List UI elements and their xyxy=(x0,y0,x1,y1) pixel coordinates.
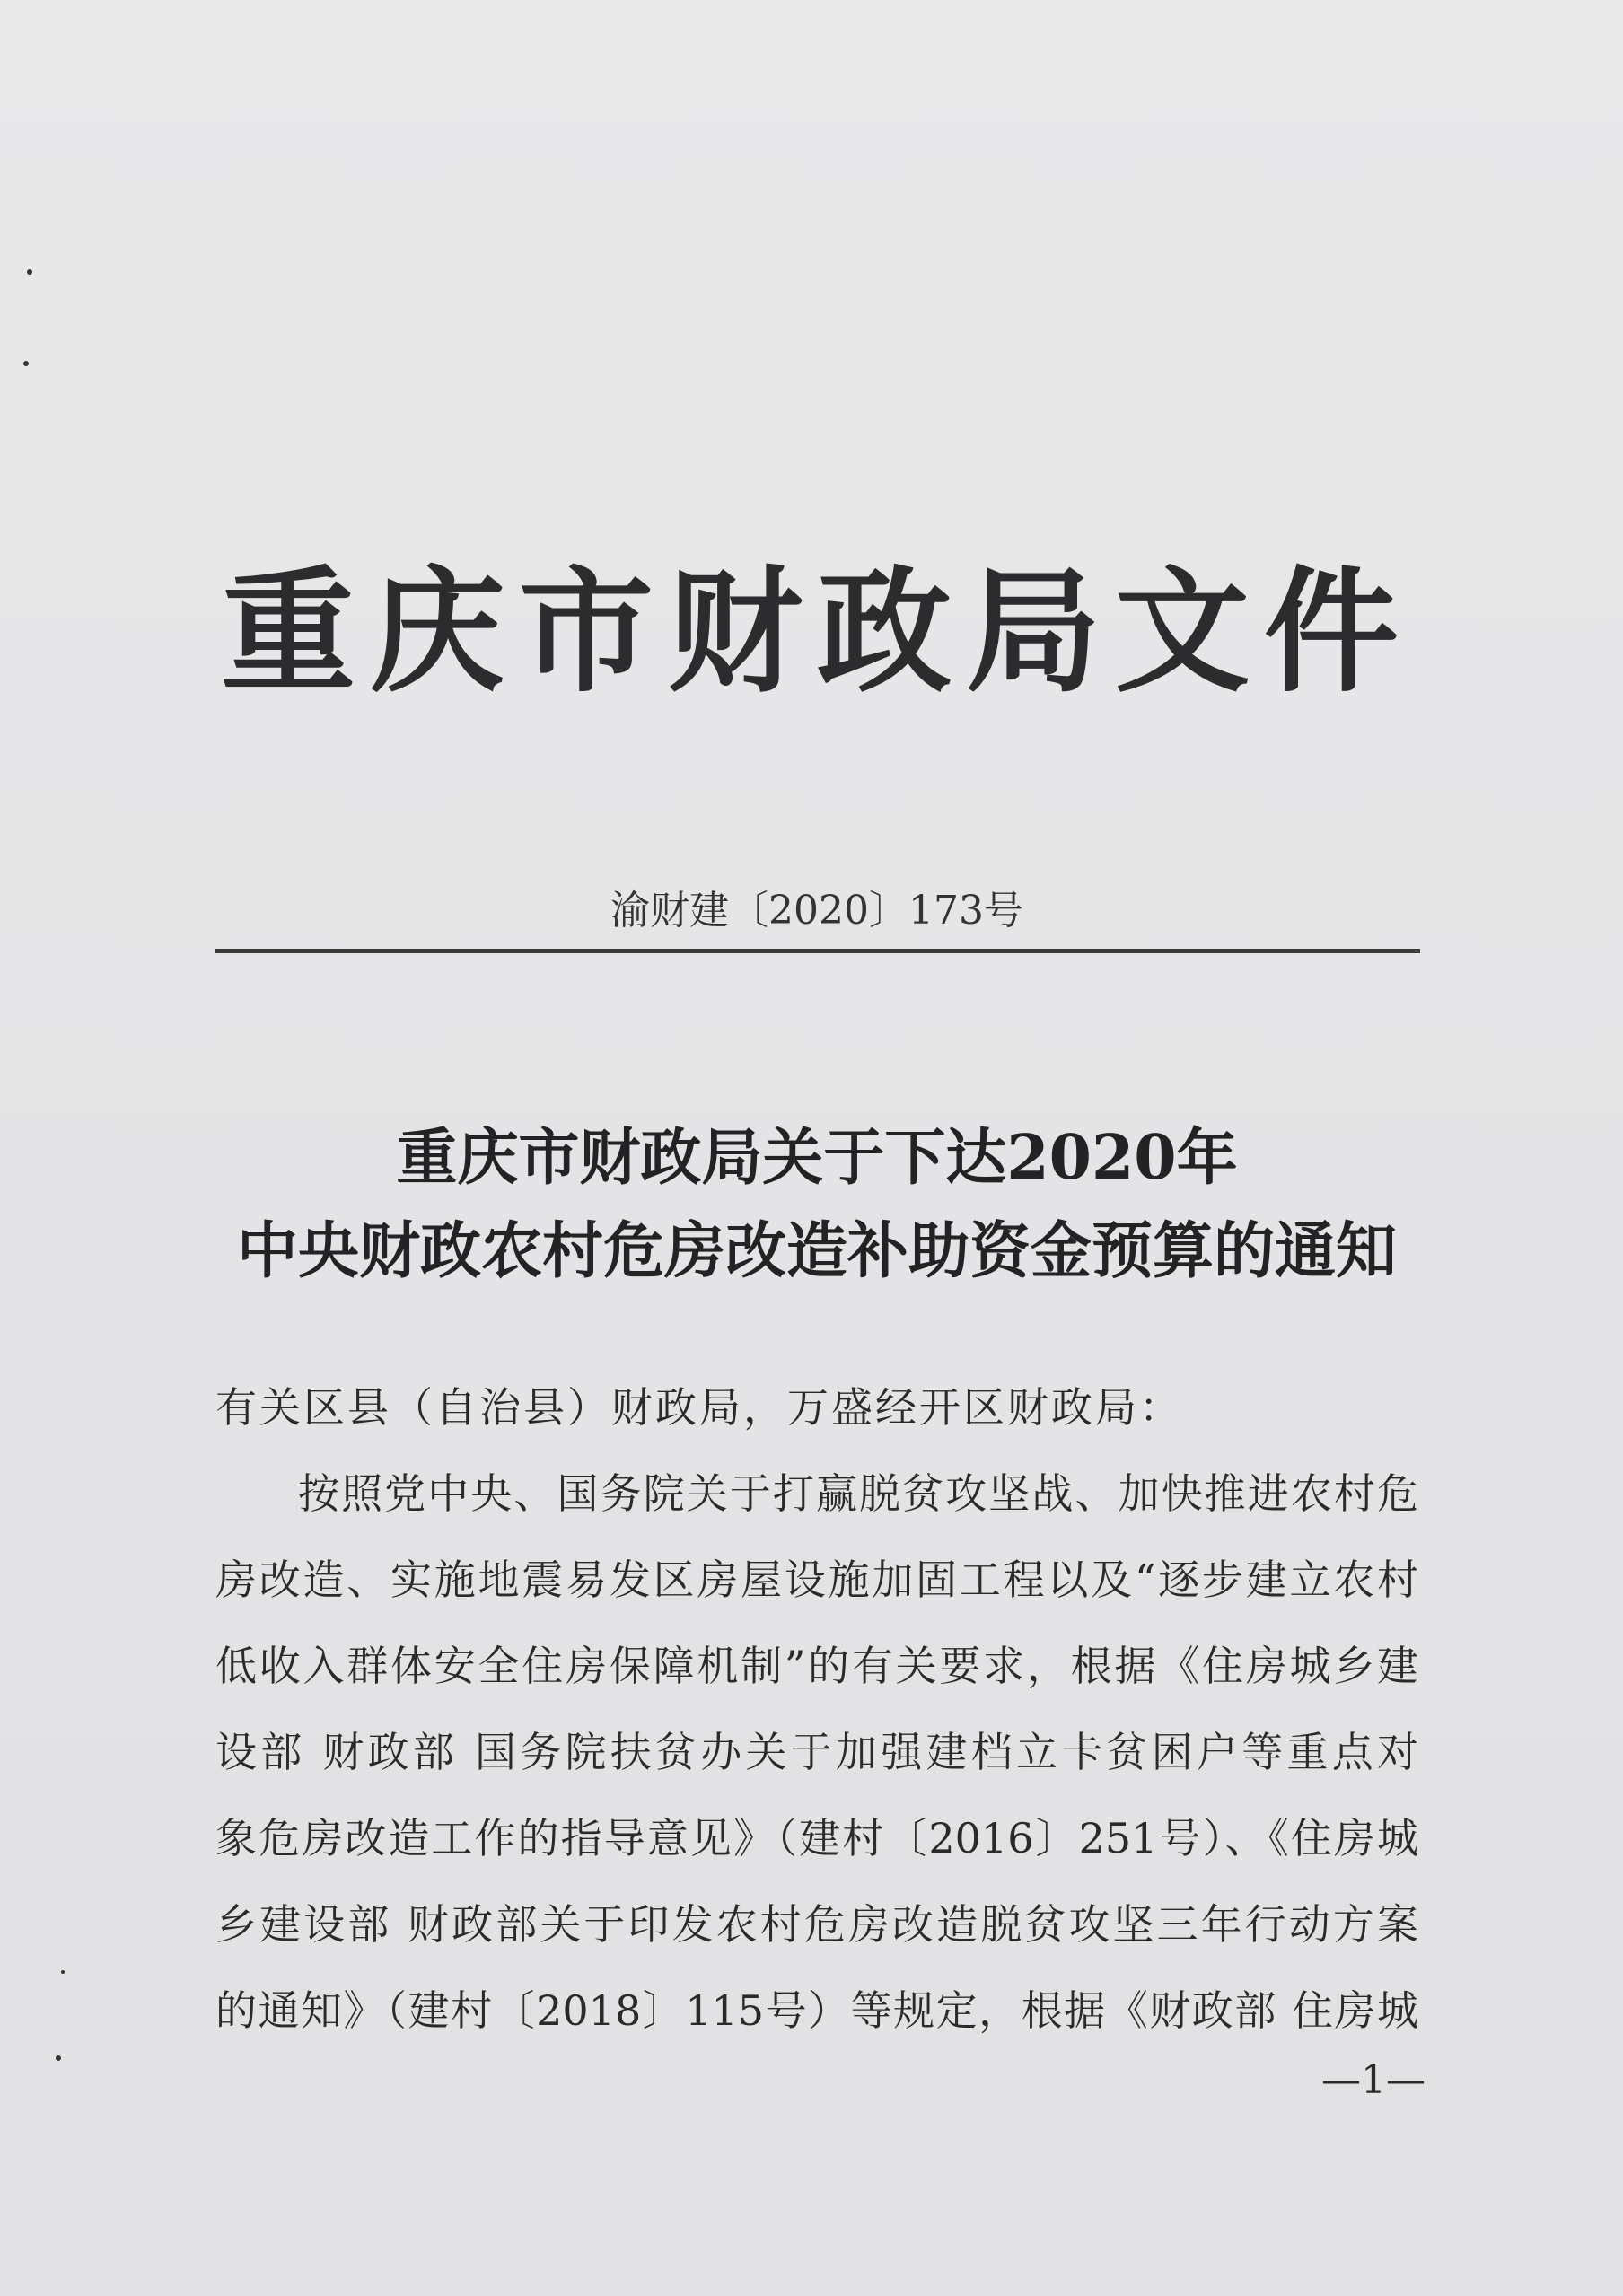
scan-speck xyxy=(61,1970,65,1974)
notice-title-line-2: 中央财政农村危房改造补助资金预算的通知 xyxy=(236,1215,1397,1287)
page-number: —1— xyxy=(1321,2057,1426,2103)
document-header-title: 重庆市财政局文件 xyxy=(220,555,1413,711)
body-line: 设部 财政部 国务院扶贫办关于加强建档立卡贫困户等重点对 xyxy=(215,1728,1418,1776)
body-line: 低收入群体安全住房保障机制”的有关要求，根据《住房城乡建 xyxy=(215,1642,1418,1690)
body-line: 象危房改造工作的指导意见》（建村〔2016〕251号）、《住房城 xyxy=(215,1814,1418,1862)
notice-title-line-1: 重庆市财政局关于下达2020年 xyxy=(396,1122,1238,1194)
header-divider xyxy=(215,949,1420,953)
scan-speck xyxy=(23,361,29,366)
document-number: 渝财建〔2020〕173号 xyxy=(610,888,1023,933)
body-line: 房改造、实施地震易发区房屋设施加固工程以及“逐步建立农村 xyxy=(215,1555,1418,1604)
notice-title xyxy=(180,1111,1454,1298)
scan-speck xyxy=(56,2055,61,2061)
body-line: 乡建设部 财政部关于印发农村危房改造脱贫攻坚三年行动方案 xyxy=(215,1900,1418,1949)
body-line: 的通知》（建村〔2018〕115号）等规定，根据《财政部 住房城 xyxy=(215,1986,1418,2035)
body-line: 按照党中央、国务院关于打赢脱贫攻坚战、加快推进农村危 xyxy=(298,1469,1418,1518)
notice-body xyxy=(215,1364,1418,2054)
scan-speck xyxy=(27,269,32,275)
salutation: 有关区县（自治县）财政局，万盛经开区财政局： xyxy=(215,1383,1183,1432)
